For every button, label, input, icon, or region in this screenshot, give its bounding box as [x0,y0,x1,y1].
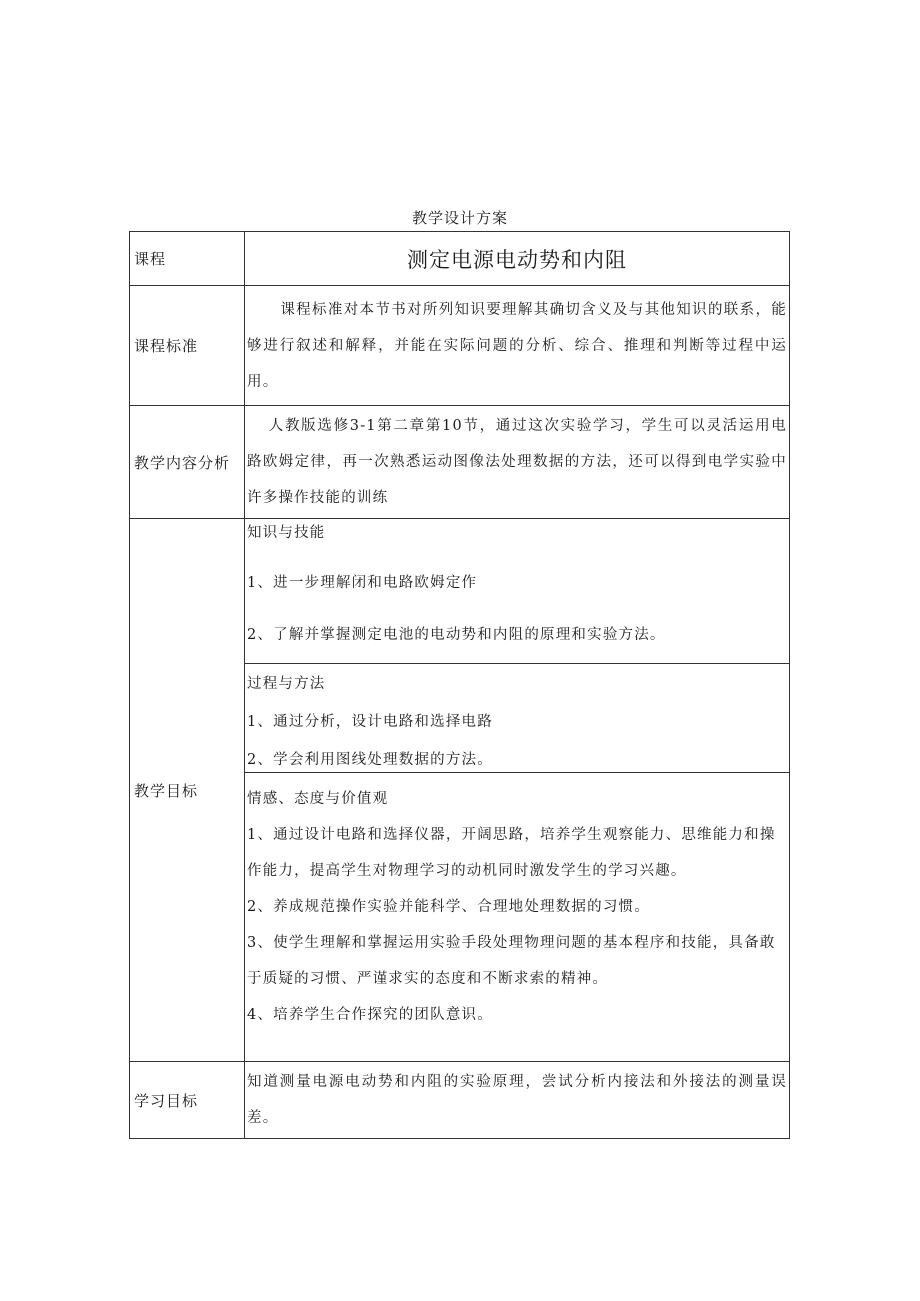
emotion-item-1: 1、通过设计电路和选择仪器，开阔思路，培养学生观察能力、思维能力和操作能力，提高学生对物理学习的动机同时激发学生的学习兴趣。 [247,827,776,879]
learning-cell [245,1062,790,1139]
row-standard [130,286,790,406]
content-analysis-label: 教学内容分析 [130,406,245,519]
row-content-analysis [130,406,790,519]
process-section [245,664,789,773]
knowledge-item-2: 2、了解并掌握测定电池的电动势和内阻的原理和实验方法。 [247,627,666,643]
objectives-cell [245,519,790,1062]
content-analysis-text: 人教版选修3-1第二章第10节，通过这次实验学习，学生可以灵活运用电路欧姆定律，再一次熟悉运动图像法处理数据的方法，还可以得到电学实验中许多操作技能的训练 [247,418,787,506]
standard-label: 课程标准 [130,286,245,406]
knowledge-heading: 知识与技能 [247,525,326,541]
learning-text: 知道测量电源电动势和内阻的实验原理，尝试分析内接法和外接法的测量误差。 [247,1074,787,1126]
learning-label: 学习目标 [130,1062,245,1139]
standard-cell [245,286,790,406]
row-course [130,232,790,286]
emotion-item-2: 2、养成规范操作实验并能科学、合理地处理数据的习惯。 [247,899,650,915]
process-heading: 过程与方法 [247,676,326,692]
emotion-section [245,773,789,1061]
row-objectives [130,519,790,1062]
course-label: 课程 [130,232,245,286]
process-item-1: 1、通过分析，设计电路和选择电路 [247,714,493,730]
document-title: 教学设计方案 [411,209,508,227]
emotion-item-4: 4、培养学生合作探究的团队意识。 [247,1007,493,1023]
process-item-2: 2、学会利用图线处理数据的方法。 [247,752,493,768]
row-learning [130,1062,790,1139]
emotion-item-3: 3、使学生理解和掌握运用实验手段处理物理问题的基本程序和技能，具备敢于质疑的习惯、严谨求实的态度和不断求索的精神。 [247,935,776,987]
standard-text: 课程标准对本节书对所列知识要理解其确切含义及与其他知识的联系，能够进行叙述和解释，并能在实际问题的分析、综合、推理和判断等过程中运用。 [247,301,787,390]
emotion-heading: 情感、态度与价值观 [247,791,389,807]
knowledge-section [245,519,789,664]
content-analysis-cell [245,406,790,519]
knowledge-item-1: 1、进一步理解闭和电路欧姆定作 [247,575,478,591]
lesson-plan-table [129,231,790,1139]
objectives-label: 教学目标 [130,519,245,1062]
course-name: 测定电源电动势和内阻 [245,232,790,286]
